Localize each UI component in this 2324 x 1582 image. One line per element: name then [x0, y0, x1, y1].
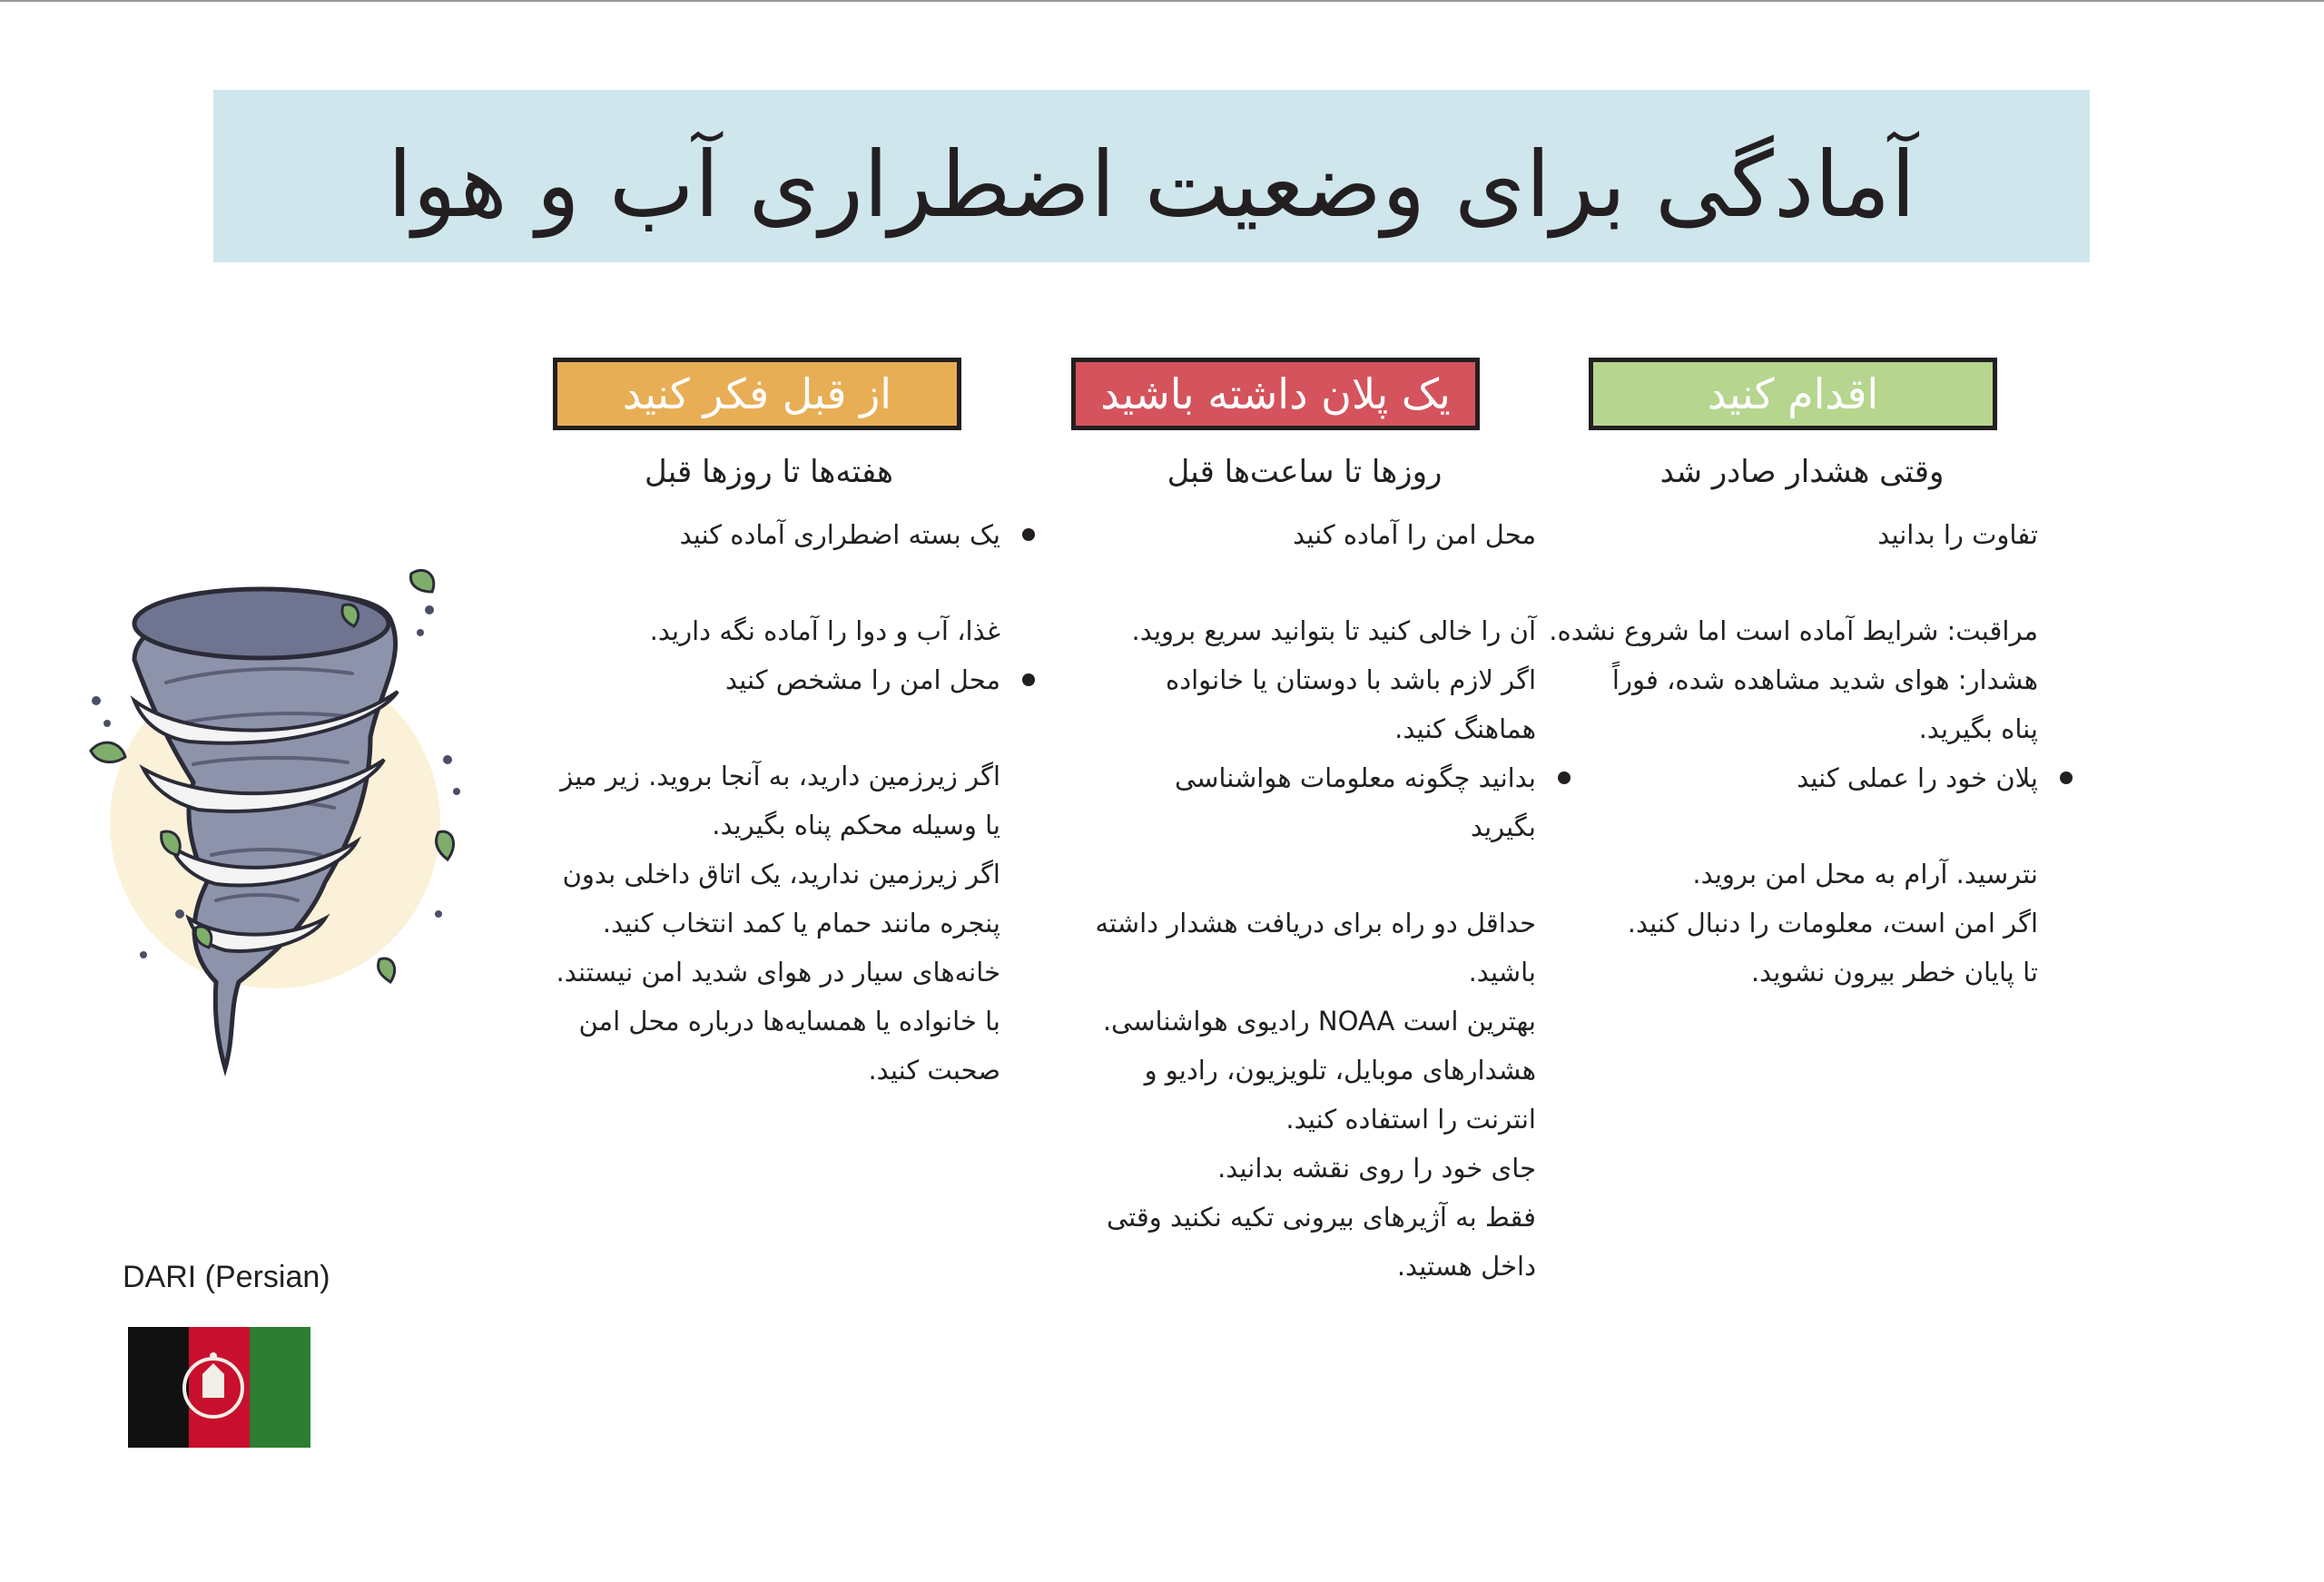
text-line: یا وسیله محکم پناه بگیرید.: [712, 810, 1000, 840]
text-line: حداقل دو راه برای دریافت هشدار داشته: [1095, 908, 1536, 938]
spacer: [537, 559, 1000, 606]
text-line: نترسید. آرام به محل امن بروید.: [1692, 859, 2038, 889]
text-line: مراقبت: شرایط آماده است اما شروع نشده.: [1549, 615, 2038, 646]
title-banner: [213, 90, 2090, 262]
flag-stripe-green: [250, 1327, 310, 1448]
column-take-action: [1549, 454, 2038, 997]
header-have-a-plan: [1071, 358, 1480, 430]
text-line: اگر لازم باشد با دوستان یا خانواده: [1166, 664, 1536, 695]
header-think-ahead: [553, 358, 961, 430]
text-line: تا پایان خطر بیرون نشوید.: [1750, 957, 2038, 988]
text-line: آن را خالی کنید تا بتوانید سریع بروید.: [1131, 615, 1536, 646]
header-think-ahead-label: از قبل فکر کنید: [622, 369, 892, 418]
text-line: جای خود را روی نقشه بدانید.: [1217, 1153, 1536, 1184]
text-line: اگر زیرزمین دارید، به آنجا بروید. زیر میز: [560, 761, 1000, 791]
afghanistan-flag: [128, 1327, 310, 1448]
column-subtitle: روزها تا ساعت‌ها قبل: [1167, 454, 1443, 490]
spacer: [1073, 851, 1536, 899]
header-take-action-label: اقدام کنید: [1707, 369, 1879, 418]
text-line: یک بسته اضطراری آماده کنید: [537, 510, 1000, 559]
header-have-a-plan-label: یک پلان داشته باشید: [1100, 369, 1451, 418]
top-border-line: [0, 0, 2324, 2]
flag-emblem-icon: [177, 1338, 250, 1438]
text-line: غذا، آب و دوا را آماده نگه دارید.: [649, 615, 1000, 646]
text-line: تفاوت را بدانید: [1877, 519, 2038, 550]
tornado-illustration: [80, 555, 507, 1082]
text-line: پناه بگیرید.: [1918, 713, 2038, 744]
text-line: بگیرید: [1470, 811, 1536, 842]
text-line: اگر زیرزمین ندارید، یک اتاق داخلی بدون: [562, 859, 1000, 889]
page-title: آمادگی برای وضعیت اضطراری آب و هوا: [387, 132, 1916, 238]
language-label: DARI (Persian): [123, 1260, 330, 1294]
flag-stripe-red: [189, 1327, 250, 1448]
text-line: بدانید چگونه معلومات هواشناسی: [1073, 753, 1536, 802]
header-take-action: [1589, 358, 1997, 430]
text-line: محل امن را آماده کنید: [1293, 519, 1536, 550]
text-line: خانه‌های سیار در هوای شدید امن نیستند.: [556, 957, 1000, 988]
text-line: داخل هستید.: [1396, 1251, 1536, 1282]
text-line: هماهنگ کنید.: [1394, 713, 1536, 744]
spacer: [1566, 802, 2038, 850]
text-line: انترنت را استفاده کنید.: [1285, 1104, 1536, 1135]
spacer: [1566, 559, 2038, 606]
text-line: باشید.: [1468, 957, 1536, 988]
column-have-a-plan: [1073, 454, 1536, 1291]
text-line: بهترین است NOAA رادیوی هواشناسی.: [1102, 1006, 1536, 1037]
spacer: [1073, 559, 1536, 606]
spacer: [537, 704, 1000, 752]
column-subtitle: هفته‌ها تا روزها قبل: [645, 454, 893, 490]
text-line: پنجره مانند حمام یا کمد انتخاب کنید.: [602, 908, 1000, 938]
column-subtitle: وقتی هشدار صادر شد: [1659, 454, 1945, 490]
text-line: محل امن را مشخص کنید: [537, 655, 1000, 704]
column-think-ahead: [537, 454, 1000, 1095]
text-line: اگر امن است، معلومات را دنبال کنید.: [1627, 908, 2038, 938]
text-line: هشدارهای موبایل، تلویزیون، رادیو و: [1144, 1055, 1536, 1086]
text-line: با خانواده یا همسایه‌ها درباره محل امن: [578, 1006, 1000, 1037]
text-line: صحبت کنید.: [868, 1055, 1000, 1086]
text-line: پلان خود را عملی کنید: [1566, 753, 2038, 802]
text-line: هشدار: هوای شدید مشاهده شده، فوراً: [1611, 664, 2038, 695]
text-line: فقط به آژیرهای بیرونی تکیه نکنید وقتی: [1106, 1202, 1536, 1233]
